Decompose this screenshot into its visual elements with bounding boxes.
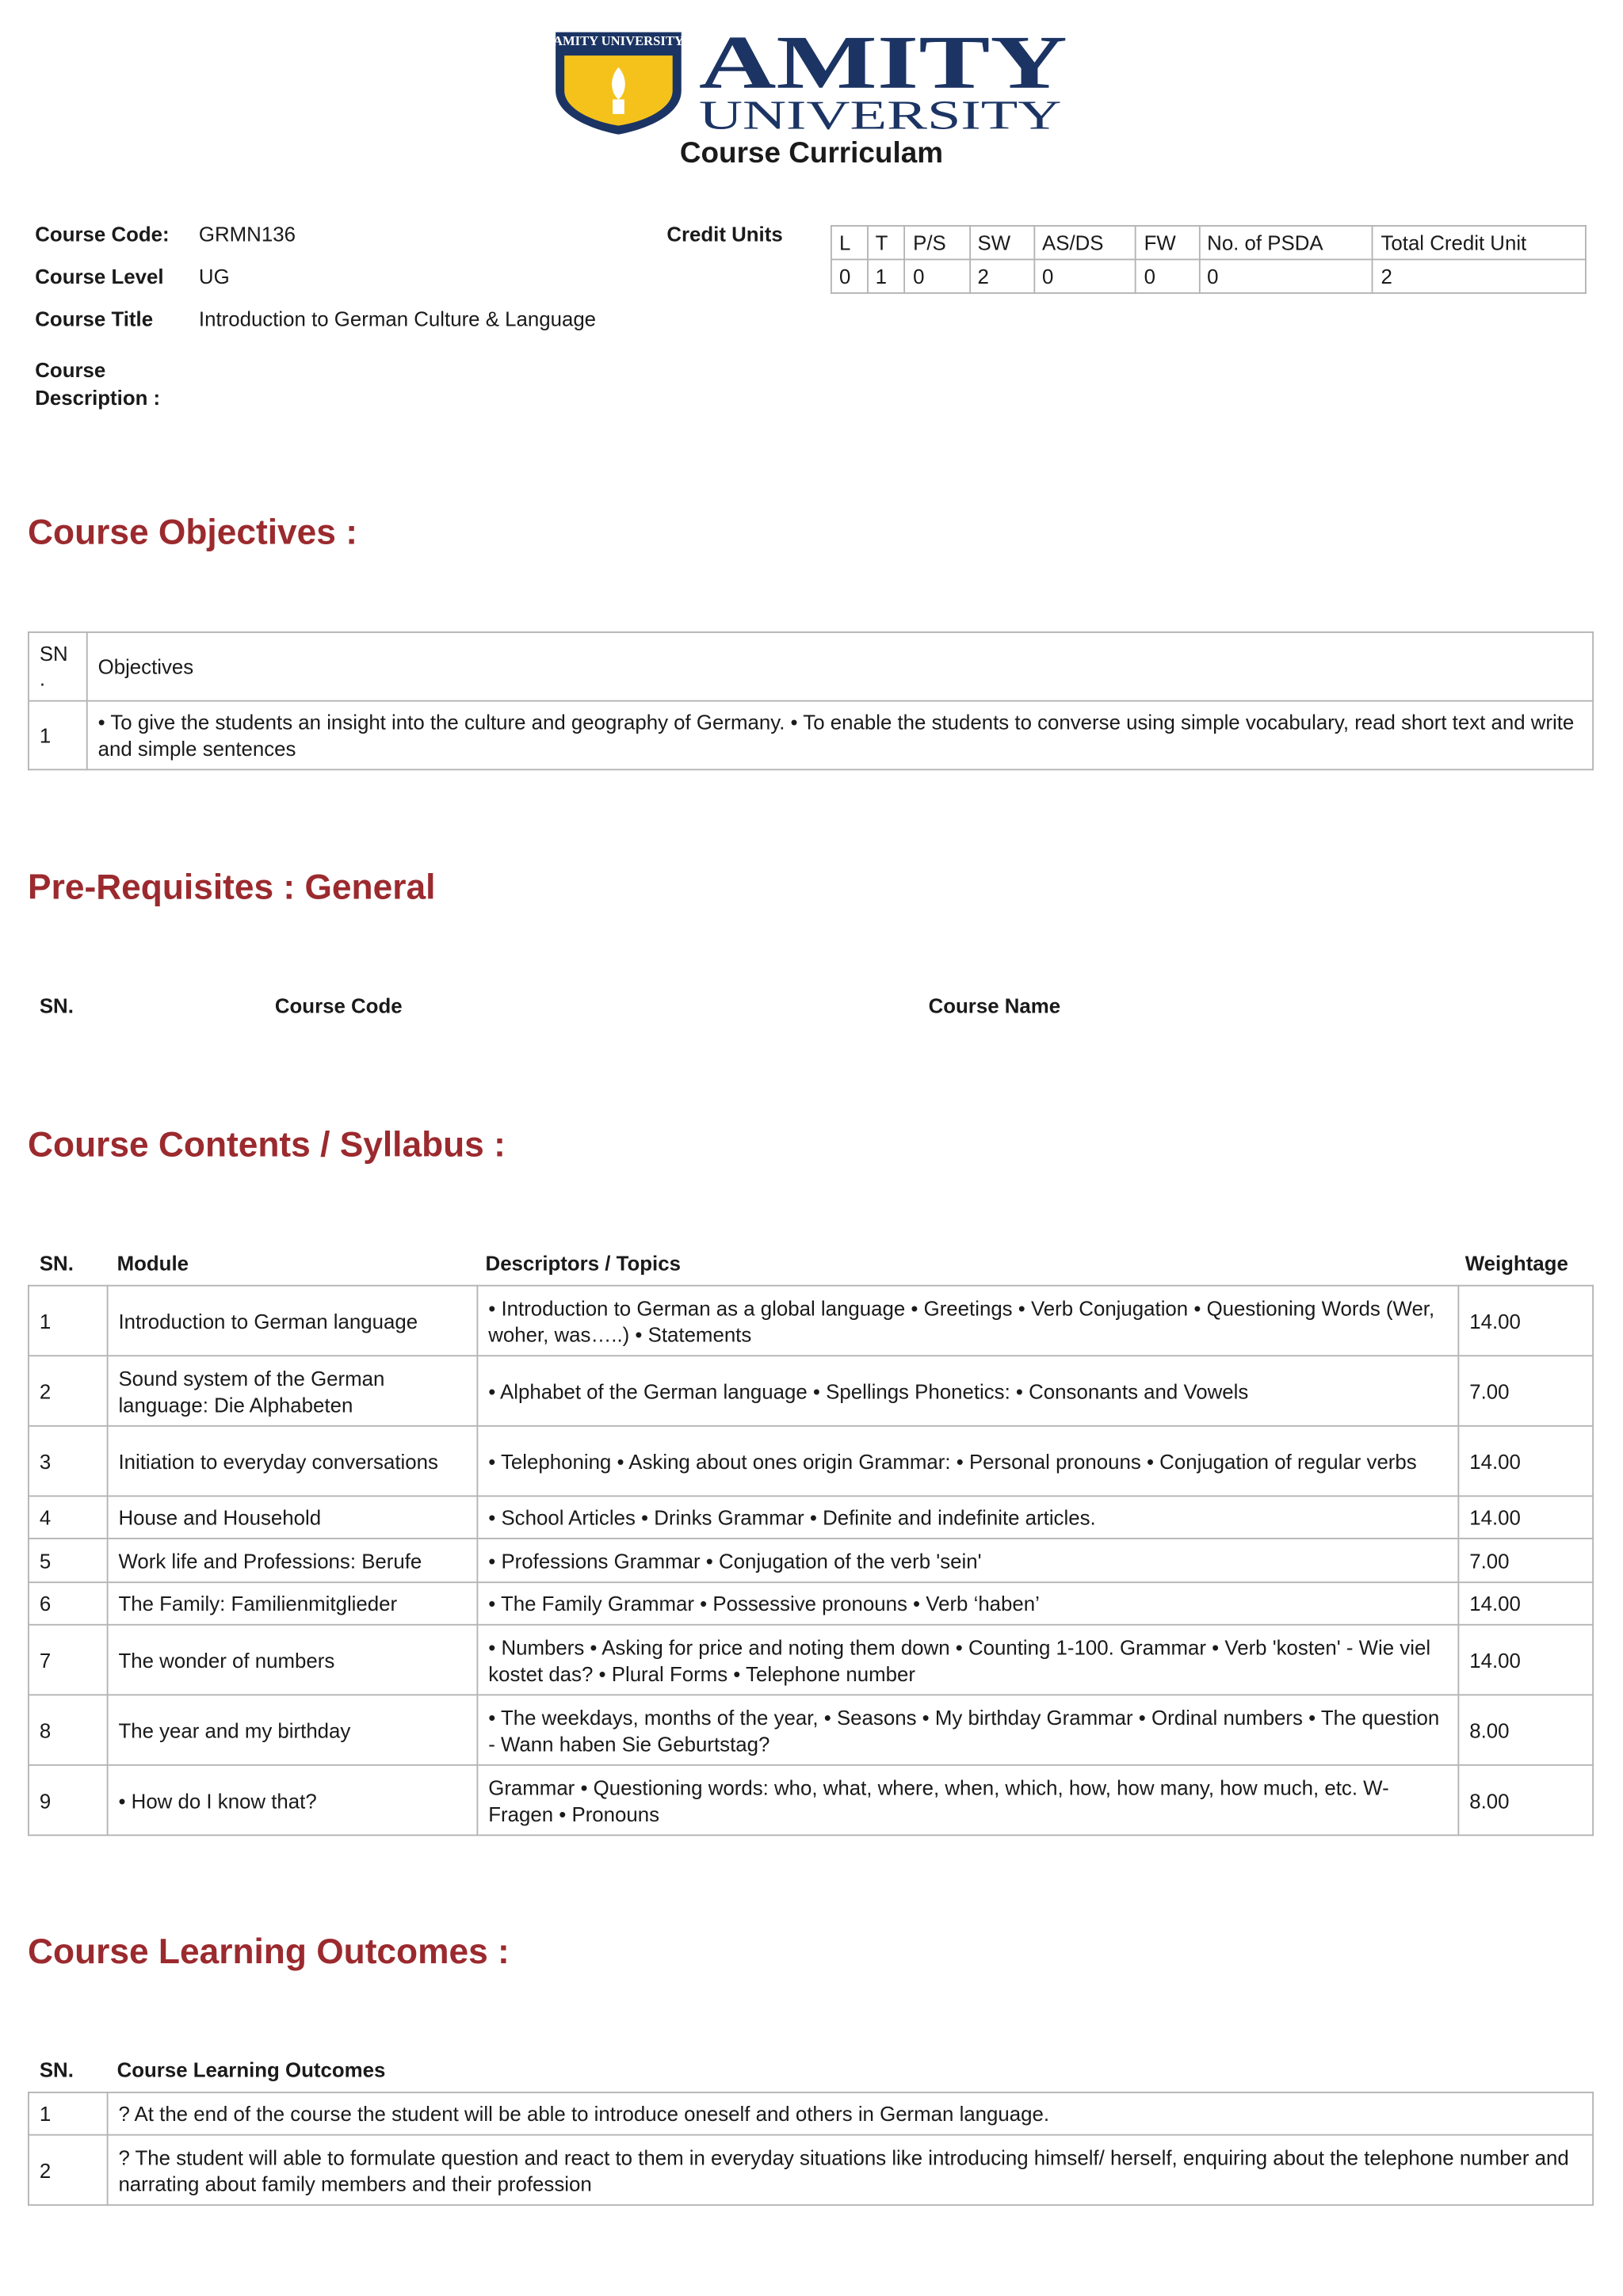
logo-word-amity: AMITY — [698, 23, 1067, 105]
credit-value-cell: 0 — [831, 259, 868, 292]
pre-requisites-heading: Pre-Requisites : General — [28, 868, 436, 908]
outcomes-table — [28, 2092, 1594, 2206]
credit-value-cell: 1 — [867, 259, 904, 292]
outcomes-text-cell: ? At the end of the course the student will be able to introduce oneself and others in German language. — [108, 2092, 1594, 2135]
syllabus-sn-cell: 4 — [29, 1496, 108, 1539]
credit-value-row — [831, 259, 1586, 292]
amity-university-logo — [552, 24, 1071, 135]
syllabus-topics-cell: • Telephoning • Asking about ones origin Grammar: • Personal pronouns • Conjugation of regular verbs — [477, 1426, 1458, 1497]
syllabus-topics-header: Descriptors / Topics — [485, 1251, 681, 1275]
document-title: Course Curriculam — [679, 137, 944, 170]
syllabus-sn-cell: 5 — [29, 1539, 108, 1582]
objectives-row — [29, 701, 1593, 770]
table-row — [29, 1625, 1593, 1695]
outcomes-sn-header: SN. — [39, 2058, 74, 2082]
syllabus-module-cell: The year and my birthday — [108, 1695, 478, 1765]
credit-header-cell: SW — [969, 226, 1033, 259]
syllabus-module-cell: Introduction to German language — [108, 1286, 478, 1356]
table-row — [29, 1496, 1593, 1539]
credit-header-cell: Total Credit Unit — [1373, 226, 1586, 259]
table-row — [29, 1765, 1593, 1836]
credit-header-cell: T — [867, 226, 904, 259]
outcomes-text-cell: ? The student will able to formulate question and react to them in everyday situations like introducing himself/ herself, enquiring about the telephone number and narrating about family members and their profession — [108, 2135, 1594, 2206]
syllabus-topics-cell: • Alphabet of the German language • Spellings Phonetics: • Consonants and Vowels — [477, 1356, 1458, 1426]
course-code-value: GRMN136 — [198, 222, 296, 246]
outcomes-text-header: Course Learning Outcomes — [116, 2058, 386, 2082]
credit-header-cell: FW — [1136, 226, 1200, 259]
syllabus-weight-cell: 14.00 — [1458, 1496, 1593, 1539]
syllabus-weight-cell: 7.00 — [1458, 1539, 1593, 1582]
syllabus-sn-cell: 7 — [29, 1625, 108, 1695]
course-title-value: Introduction to German Culture & Language — [198, 307, 597, 330]
syllabus-weight-cell: 14.00 — [1458, 1426, 1593, 1497]
syllabus-table — [28, 1285, 1594, 1836]
objectives-sn-header: SN . — [29, 632, 87, 701]
prereq-sn-header: SN. — [39, 994, 74, 1018]
course-objectives-heading: Course Objectives : — [28, 513, 357, 553]
course-contents-heading: Course Contents / Syllabus : — [28, 1125, 506, 1165]
table-row — [29, 2135, 1593, 2206]
syllabus-sn-cell: 9 — [29, 1765, 108, 1836]
syllabus-module-cell: The Family: Familienmitglieder — [108, 1582, 478, 1625]
amity-shield-emblem — [553, 32, 684, 135]
credit-units-table — [831, 225, 1587, 294]
svg-text:AMITY UNIVERSITY: AMITY UNIVERSITY — [552, 33, 684, 49]
syllabus-weight-cell: 14.00 — [1458, 1582, 1593, 1625]
syllabus-topics-cell: • School Articles • Drinks Grammar • Definite and indefinite articles. — [477, 1496, 1458, 1539]
course-level-label: Course Level — [35, 264, 164, 288]
syllabus-topics-cell: • Introduction to German as a global language • Greetings • Verb Conjugation • Questioning Words (Wer, woher, was…..) • Statements — [477, 1286, 1458, 1356]
outcomes-sn-cell: 1 — [29, 2092, 108, 2135]
table-row — [29, 1426, 1593, 1497]
syllabus-weightage-header: Weightage — [1465, 1251, 1568, 1275]
objectives-text-cell: • To give the students an insight into the culture and geography of Germany. • To enable the students to converse using simple vocabulary, read short text and write and simple sentences — [87, 701, 1593, 770]
credit-value-cell: 2 — [1373, 259, 1586, 292]
syllabus-topics-cell: • The Family Grammar • Possessive pronouns • Verb ‘haben’ — [477, 1582, 1458, 1625]
table-row — [29, 1695, 1593, 1765]
syllabus-topics-cell: • Professions Grammar • Conjugation of the verb 'sein' — [477, 1539, 1458, 1582]
table-row — [29, 2092, 1593, 2135]
credit-header-row — [831, 226, 1586, 259]
syllabus-module-cell: House and Household — [108, 1496, 478, 1539]
syllabus-sn-cell: 2 — [29, 1356, 108, 1426]
prereq-name-header: Course Name — [928, 994, 1061, 1018]
syllabus-weight-cell: 8.00 — [1458, 1765, 1593, 1836]
logo-word-university: UNIVERSITY — [698, 93, 1062, 135]
syllabus-weight-cell: 8.00 — [1458, 1695, 1593, 1765]
credit-value-cell: 0 — [905, 259, 969, 292]
credit-value-cell: 2 — [969, 259, 1033, 292]
table-row — [29, 1356, 1593, 1426]
course-description-label-line2: Description : — [35, 386, 161, 410]
course-learning-outcomes-heading: Course Learning Outcomes : — [28, 1932, 510, 1972]
syllabus-module-cell: Initiation to everyday conversations — [108, 1426, 478, 1497]
syllabus-weight-cell: 7.00 — [1458, 1356, 1593, 1426]
course-code-label: Course Code: — [35, 222, 170, 246]
outcomes-sn-cell: 2 — [29, 2135, 108, 2206]
syllabus-sn-header: SN. — [39, 1251, 74, 1275]
syllabus-module-cell: Work life and Professions: Berufe — [108, 1539, 478, 1582]
course-description-label-line1: Course — [35, 358, 106, 382]
credit-header-cell: P/S — [905, 226, 969, 259]
syllabus-module-header: Module — [116, 1251, 189, 1275]
objectives-table — [28, 631, 1594, 770]
syllabus-module-cell: • How do I know that? — [108, 1765, 478, 1836]
table-row — [29, 1582, 1593, 1625]
credit-header-cell: No. of PSDA — [1199, 226, 1373, 259]
syllabus-module-cell: The wonder of numbers — [108, 1625, 478, 1695]
syllabus-topics-cell: Grammar • Questioning words: who, what, where, when, which, how, how many, how much, etc. W-Fragen • Pronouns — [477, 1765, 1458, 1836]
table-row — [29, 1539, 1593, 1582]
syllabus-weight-cell: 14.00 — [1458, 1286, 1593, 1356]
syllabus-topics-cell: • The weekdays, months of the year, • Seasons • My birthday Grammar • Ordinal numbers • The question - Wann haben Sie Geburtstag? — [477, 1695, 1458, 1765]
prereq-code-header: Course Code — [274, 994, 403, 1018]
credit-units-label: Credit Units — [666, 222, 783, 246]
syllabus-sn-cell: 6 — [29, 1582, 108, 1625]
credit-header-cell: AS/DS — [1034, 226, 1136, 259]
table-row — [29, 1286, 1593, 1356]
syllabus-sn-cell: 8 — [29, 1695, 108, 1765]
credit-header-cell: L — [831, 226, 868, 259]
course-title-label: Course Title — [35, 307, 154, 330]
course-level-value: UG — [198, 264, 230, 288]
objectives-header-row — [29, 632, 1593, 701]
objectives-text-header: Objectives — [87, 632, 1593, 701]
syllabus-sn-cell: 3 — [29, 1426, 108, 1497]
syllabus-sn-cell: 1 — [29, 1286, 108, 1356]
syllabus-module-cell: Sound system of the German language: Die Alphabeten — [108, 1356, 478, 1426]
credit-value-cell: 0 — [1034, 259, 1136, 292]
credit-value-cell: 0 — [1199, 259, 1373, 292]
credit-value-cell: 0 — [1136, 259, 1200, 292]
syllabus-weight-cell: 14.00 — [1458, 1625, 1593, 1695]
syllabus-topics-cell: • Numbers • Asking for price and noting them down • Counting 1-100. Grammar • Verb 'kosten' - Wie viel kostet das? • Plural Forms • Telephone number — [477, 1625, 1458, 1695]
objectives-sn-cell: 1 — [29, 701, 87, 770]
